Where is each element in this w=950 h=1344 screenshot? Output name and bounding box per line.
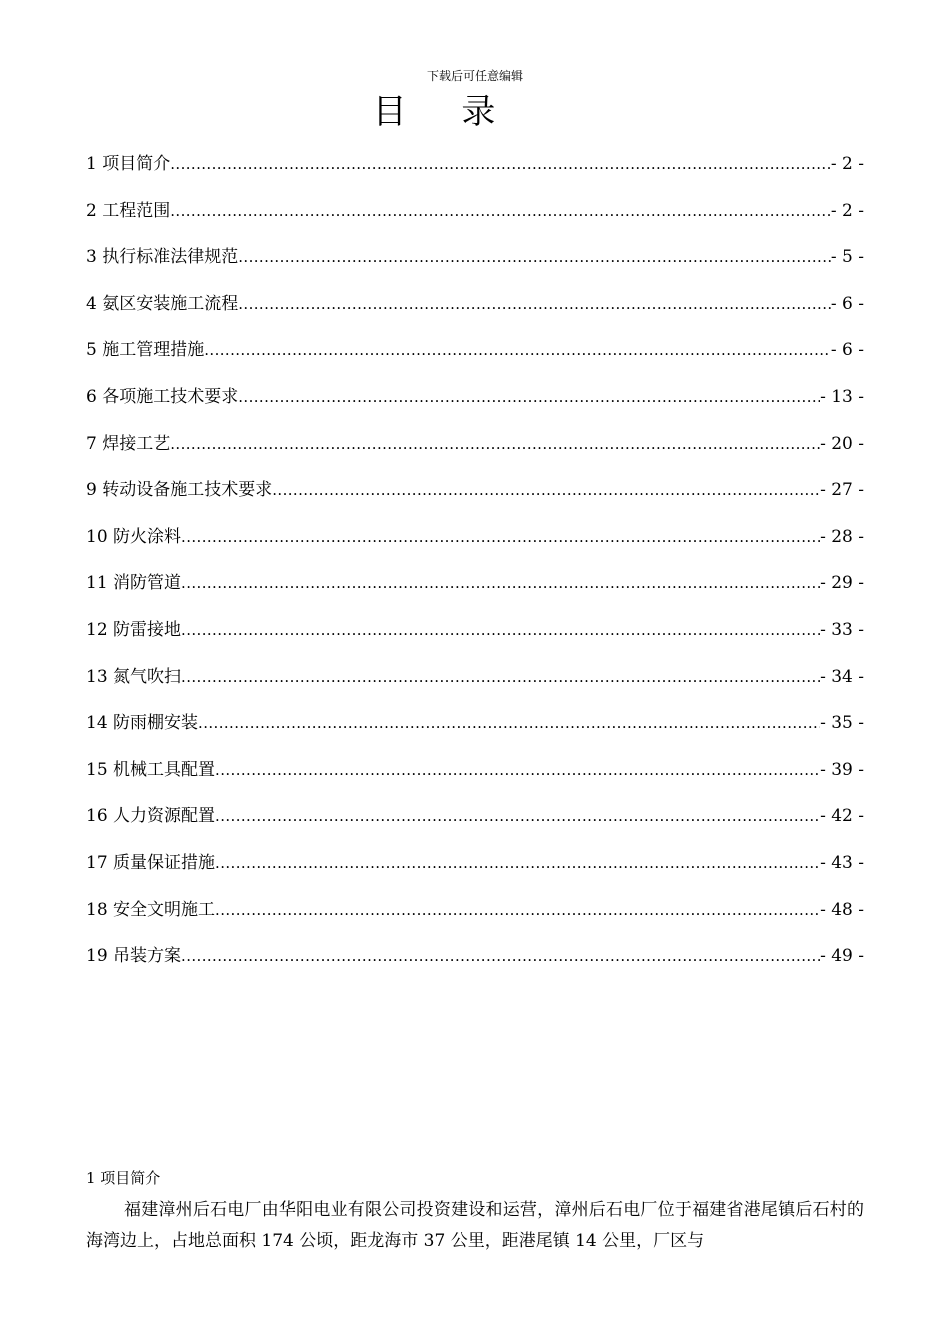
toc-entry-label: 1 项目简介 xyxy=(86,154,171,174)
toc-dot-leader xyxy=(238,243,831,271)
toc-entry[interactable] xyxy=(86,430,864,477)
toc-entry[interactable] xyxy=(86,243,864,290)
toc-entry-page: - 2 - xyxy=(830,200,864,221)
toc-dot-leader xyxy=(238,290,831,318)
toc-entry-page: - 42 - xyxy=(820,806,864,827)
toc-dot-leader xyxy=(215,896,820,924)
toc-entry[interactable] xyxy=(86,290,864,337)
toc-entry[interactable] xyxy=(86,942,864,989)
header-note: 下载后可任意编辑 xyxy=(426,69,523,83)
toc-entry-label: 16 人力资源配置 xyxy=(86,806,216,827)
toc-entry-page: - 27 - xyxy=(820,480,864,501)
toc-entry[interactable] xyxy=(86,849,864,896)
toc-dot-leader xyxy=(238,383,820,411)
toc-entry-label: 3 执行标准法律规范 xyxy=(86,247,239,268)
toc-entry-page: - 28 - xyxy=(820,526,864,547)
toc-entry-label: 15 机械工具配置 xyxy=(86,759,216,780)
toc-entry-label: 9 转动设备施工技术要求 xyxy=(86,480,273,501)
toc-entry-page: - 5 - xyxy=(830,247,864,268)
toc-dot-leader xyxy=(181,616,820,644)
toc-entry-page: - 20 - xyxy=(820,433,864,454)
table-of-contents xyxy=(86,150,864,989)
toc-entry-label: 7 焊接工艺 xyxy=(86,433,171,454)
toc-title: 目 录 xyxy=(372,92,518,132)
toc-entry-page: - 35 - xyxy=(820,713,864,734)
toc-entry[interactable] xyxy=(86,896,864,943)
toc-entry-page: - 6 - xyxy=(830,340,864,361)
toc-dot-leader xyxy=(215,802,820,830)
toc-entry-label: 5 施工管理措施 xyxy=(86,340,205,361)
toc-entry[interactable] xyxy=(86,150,864,197)
toc-dot-leader xyxy=(215,849,820,877)
toc-entry-page: - 49 - xyxy=(820,946,864,967)
toc-dot-leader xyxy=(198,709,820,737)
toc-entry-label: 12 防雷接地 xyxy=(86,619,182,640)
toc-entry-label: 2 工程范围 xyxy=(86,200,171,221)
toc-entry-page: - 33 - xyxy=(820,619,864,640)
toc-entry[interactable] xyxy=(86,616,864,663)
section-heading: 1 项目简介 xyxy=(86,1169,161,1187)
toc-entry-page: - 43 - xyxy=(820,852,864,873)
toc-entry-label: 18 安全文明施工 xyxy=(86,899,216,920)
toc-dot-leader xyxy=(215,756,820,784)
toc-entry-page: - 29 - xyxy=(820,573,864,594)
toc-dot-leader xyxy=(170,150,831,178)
toc-entry[interactable] xyxy=(86,709,864,756)
toc-entry-label: 13 氮气吹扫 xyxy=(86,666,182,687)
toc-dot-leader xyxy=(170,197,831,225)
toc-entry[interactable] xyxy=(86,197,864,244)
toc-entry[interactable] xyxy=(86,336,864,383)
body-paragraph: 福建漳州后石电厂由华阳电业有限公司投资建设和运营，漳州后石电厂位于福建省港尾镇后石村的海湾边上，占地总面积 174 公顷，距龙海市 37 公里，距港尾镇 14 公里，厂区与 xyxy=(86,1200,864,1251)
toc-entry[interactable] xyxy=(86,663,864,710)
toc-entry-page: - 6 - xyxy=(830,293,864,314)
toc-entry[interactable] xyxy=(86,756,864,803)
toc-dot-leader xyxy=(204,336,831,364)
toc-entry-page: - 39 - xyxy=(820,759,864,780)
toc-entry[interactable] xyxy=(86,476,864,523)
toc-entry-label: 10 防火涂料 xyxy=(86,526,182,547)
toc-entry[interactable] xyxy=(86,523,864,570)
toc-entry-label: 4 氨区安装施工流程 xyxy=(86,293,239,314)
toc-entry-label: 19 吊装方案 xyxy=(86,946,182,967)
toc-entry[interactable] xyxy=(86,383,864,430)
toc-entry-label: 14 防雨棚安装 xyxy=(86,713,199,734)
toc-dot-leader xyxy=(181,942,820,970)
toc-entry[interactable] xyxy=(86,569,864,616)
toc-entry-page: - 2 - xyxy=(830,154,864,174)
toc-dot-leader xyxy=(181,523,820,551)
toc-entry-page: - 13 - xyxy=(820,386,864,407)
toc-entry-label: 17 质量保证措施 xyxy=(86,852,216,873)
toc-dot-leader xyxy=(170,430,820,458)
toc-entry-label: 11 消防管道 xyxy=(86,573,182,594)
toc-dot-leader xyxy=(181,663,820,691)
toc-entry-page: - 48 - xyxy=(820,899,864,920)
toc-entry-page: - 34 - xyxy=(820,666,864,687)
toc-entry[interactable] xyxy=(86,802,864,849)
toc-dot-leader xyxy=(272,476,820,504)
toc-dot-leader xyxy=(181,569,820,597)
toc-entry-label: 6 各项施工技术要求 xyxy=(86,386,239,407)
